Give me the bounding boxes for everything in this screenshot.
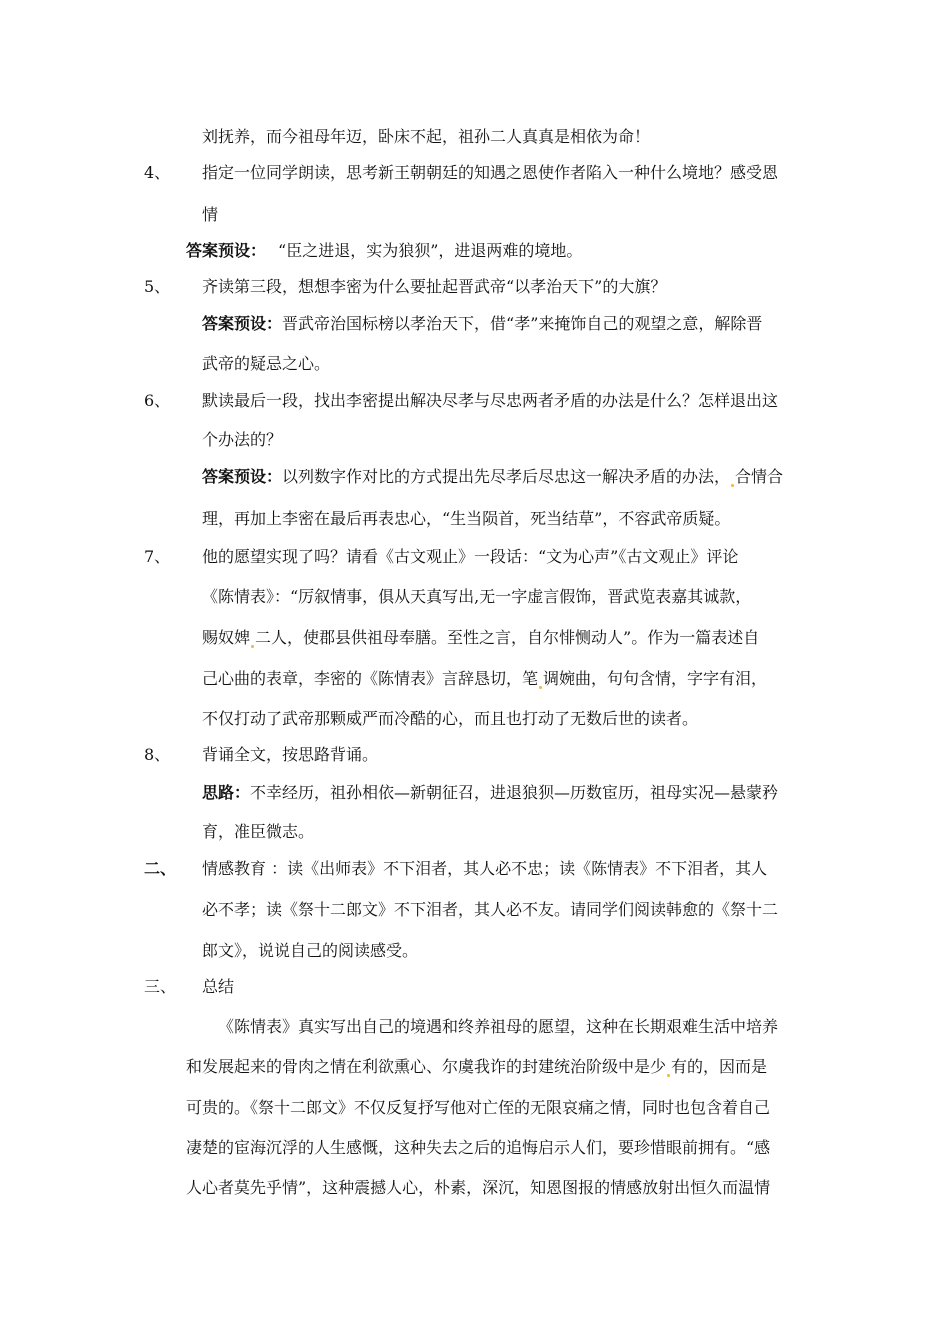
text-line: 齐读第三段，想想李密为什么要扯起晋武帝“以孝治天下”的大旗？ bbox=[202, 277, 667, 296]
answer-label: 答案预设： bbox=[202, 314, 283, 333]
item-number: 6、 bbox=[144, 391, 171, 410]
text-line: 育，准臣微志。 bbox=[202, 822, 315, 841]
text-line: 他的愿望实现了吗？请看《古文观止》一段话：“文为心声”《古文观止》评论 bbox=[202, 547, 739, 566]
answer-text: “臣之进退，实为狼狈”，进退两难的境地。 bbox=[278, 241, 583, 260]
item-number: 4、 bbox=[144, 163, 171, 182]
text-line: 情感教育 ：读《出师表》不下泪者，其人必不忠；读《陈情表》不下泪者，其人 bbox=[202, 859, 768, 878]
paragraph-line: 可贵的。《祭十二郎文》不仅反复抒写他对亡侄的无限哀痛之情，同时也包含着自己 bbox=[186, 1098, 771, 1117]
text-segment: 有的，因而是 bbox=[671, 1057, 768, 1076]
answer-label: 答案预设： bbox=[202, 467, 283, 486]
text-line: 郎文》，说说自己的阅读感受。 bbox=[202, 941, 419, 960]
answer-text: 合情合 bbox=[735, 467, 784, 486]
text-line: 指定一位同学朗读，思考新王朝朝廷的知遇之恩使作者陷入一种什么境地？感受恩 bbox=[202, 163, 779, 182]
text-line: 默读最后一段，找出李密提出解决尽孝与尽忠两者矛盾的办法是什么？怎样退出这 bbox=[202, 391, 779, 410]
answer-label: 答案预设： bbox=[186, 241, 267, 260]
text-line: 《陈情表》：“厉叙情事，俱从天真写出,无一字虚言假饰，晋武览表嘉其诚款， bbox=[202, 587, 752, 606]
text-line: 刘抚养，而今祖母年迈，卧床不起，祖孙二人真真是相依为命！ bbox=[202, 127, 651, 146]
answer-line bbox=[202, 783, 778, 803]
text-segment: 调婉曲，句句含情，字字有泪， bbox=[543, 669, 768, 688]
annotation-mark bbox=[539, 686, 542, 689]
text-line: 个办法的？ bbox=[202, 430, 283, 449]
answer-text: 晋武帝治国标榜以孝治天下，借“孝”来掩饰自己的观望之意，解除晋 bbox=[282, 314, 763, 333]
answer-label: 思路： bbox=[202, 783, 251, 802]
text-line: 情 bbox=[202, 205, 219, 224]
text-segment: 赐奴婢 bbox=[202, 628, 251, 647]
annotation-mark bbox=[251, 645, 254, 648]
item-number: 8、 bbox=[144, 745, 171, 764]
annotation-mark bbox=[667, 1074, 670, 1077]
text-line bbox=[202, 669, 767, 689]
item-number: 5、 bbox=[144, 277, 171, 296]
answer-line bbox=[202, 467, 783, 487]
text-segment: 和发展起来的骨肉之情在利欲熏心、尔虞我诈的封建统治阶级中是少 bbox=[186, 1057, 667, 1076]
annotation-mark bbox=[731, 484, 734, 487]
section-number: 二、 bbox=[144, 859, 177, 878]
text-segment: 己心曲的表章，李密的《陈情表》言辞恳切，笔 bbox=[202, 669, 539, 688]
answer-text: 以列数字作对比的方式提出先尽孝后尽忠这一解决矛盾的办法， bbox=[282, 467, 731, 486]
text-line: 理，再加上李密在最后再表忠心，“生当陨首，死当结草”，不容武帝质疑。 bbox=[202, 509, 731, 528]
paragraph-line bbox=[186, 1057, 767, 1077]
section-number: 三、 bbox=[144, 977, 177, 996]
text-line: 总结 bbox=[202, 977, 235, 996]
item-number: 7、 bbox=[144, 547, 171, 566]
text-line: 不仅打动了武帝那颗威严而冷酷的心，而且也打动了无数后世的读者。 bbox=[202, 709, 699, 728]
answer-text: 不幸经历，祖孙相依—新朝征召，进退狼狈—历数宦历，祖母实况—悬蒙矜 bbox=[250, 783, 779, 802]
text-line bbox=[202, 628, 759, 648]
text-line: 必不孝；读《祭十二郎文》不下泪者，其人必不友。请同学们阅读韩愈的《祭十二 bbox=[202, 900, 779, 919]
text-line: 背诵全文，按思路背诵。 bbox=[202, 745, 379, 764]
text-line: 武帝的疑忌之心。 bbox=[202, 354, 331, 373]
paragraph-line: 凄楚的宦海沉浮的人生感慨，这种失去之后的追悔启示人们，要珍惜眼前拥有。“感 bbox=[186, 1138, 771, 1157]
answer-line bbox=[202, 314, 762, 334]
paragraph-line: 人心者莫先乎情”，这种震撼人心，朴素，深沉，知恩图报的情感放射出恒久而温情 bbox=[186, 1178, 771, 1197]
text-segment: 二人，使郡县供祖母奉膳。至性之言，自尔悱恻动人”。作为一篇表述自 bbox=[255, 628, 760, 647]
answer-line bbox=[186, 241, 582, 261]
paragraph-line: 《陈情表》真实写出自己的境遇和终养祖母的愿望，这种在长期艰难生活中培养 bbox=[218, 1017, 779, 1036]
